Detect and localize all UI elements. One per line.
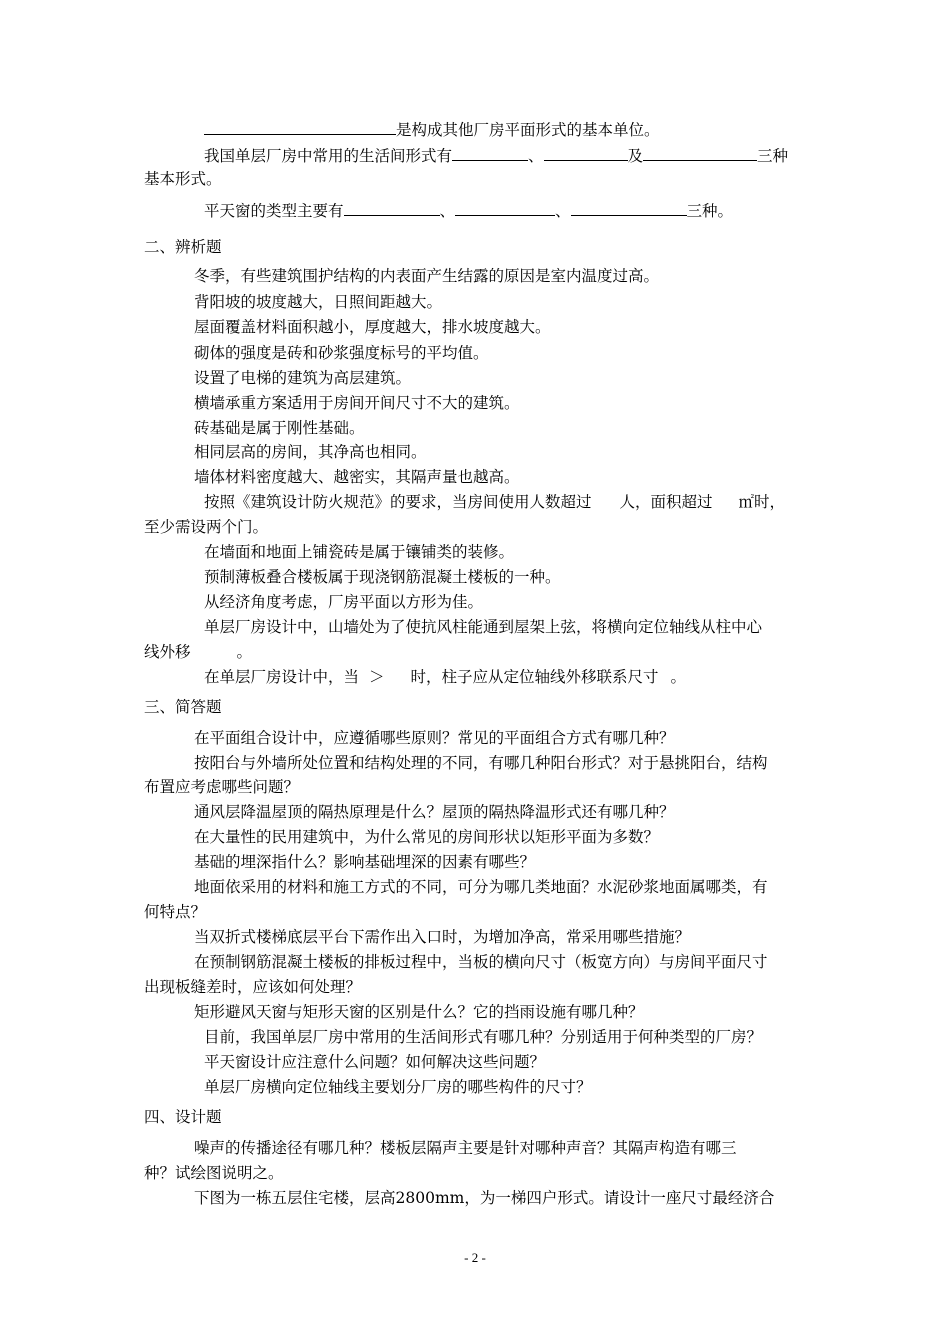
question-item: 砌体的强度是砖和砂浆强度标号的平均值。 [194, 344, 489, 362]
question-item-continued: 种？试绘图说明之。 [144, 1164, 284, 1182]
fill-blank-line [204, 118, 660, 141]
question-item: 按阳台与外墙所处位置和结构处理的不同，有哪几种阳台形式？对于悬挑阳台，结构 [194, 754, 768, 772]
fill-blank-line [204, 144, 788, 167]
page-number: - 2 - [464, 1250, 486, 1265]
question-item: 地面依采用的材料和施工方式的不同，可分为哪几类地面？水泥砂浆地面属哪类，有 [194, 878, 768, 896]
section-heading: 三、简答题 [144, 698, 222, 716]
answer-blank [643, 144, 757, 161]
question-item: 通风层降温屋顶的隔热原理是什么？屋顶的隔热降温形式还有哪几种？ [194, 803, 675, 821]
question-item: 横墙承重方案适用于房间开间尺寸不大的建筑。 [194, 394, 520, 412]
question-item: 屋面覆盖材料面积越小，厚度越大，排水坡度越大。 [194, 318, 551, 336]
line-text: 我国单层厂房中常用的生活间形式有 [204, 147, 453, 165]
line-text: 时，柱子应从定位轴线外移联系尺寸 [410, 668, 659, 686]
line-text: 是构成其他厂房平面形式的基本单位。 [396, 121, 660, 139]
line-text: ＞ [369, 668, 385, 686]
question-item: 下图为一栋五层住宅楼，层高2800mm，为一梯四户形式。请设计一座尺寸最经济合 [194, 1189, 775, 1207]
section-heading: 四、设计题 [144, 1108, 222, 1126]
question-item-continued [144, 641, 252, 663]
section-heading: 二、辨析题 [144, 238, 222, 256]
question-item-continued: 出现板缝差时，应该如何处理？ [144, 978, 362, 996]
question-item: 基础的埋深指什么？影响基础埋深的因素有哪些？ [194, 853, 536, 871]
fill-blank-line [204, 199, 733, 222]
question-item: 当双折式楼梯底层平台下需作出入口时，为增加净高，常采用哪些措施？ [194, 928, 691, 946]
line-text: 、 [439, 202, 456, 220]
line-text: 、 [555, 202, 571, 220]
answer-blank [455, 199, 555, 216]
question-item-continued: 至少需设两个门。 [144, 518, 269, 536]
question-item: 从经济角度考虑，厂房平面以方形为佳。 [204, 593, 484, 611]
line-text: 按照《建筑设计防火规范》的要求，当房间使用人数超过 [204, 493, 592, 511]
question-item: 单层厂房横向定位轴线主要划分厂房的哪些构件的尺寸？ [204, 1078, 592, 1096]
question-item: 在平面组合设计中，应遵循哪些原则？常见的平面组合方式有哪几种？ [194, 729, 675, 747]
answer-blank [204, 118, 396, 135]
question-item: 砖基础是属于刚性基础。 [194, 419, 365, 437]
question-item: 在预制钢筋混凝土楼板的排板过程中，当板的横向尺寸（板宽方向）与房间平面尺寸 [194, 953, 768, 971]
answer-blank [452, 144, 528, 161]
question-item [204, 491, 785, 513]
line-text: 。 [670, 668, 687, 686]
question-item-continued: 布置应考虑哪些问题？ [144, 778, 300, 796]
line-text: 平天窗的类型主要有 [204, 202, 344, 220]
question-item-continued: 何特点？ [144, 903, 207, 921]
line-text: 线外移 [144, 643, 191, 661]
question-item: 目前，我国单层厂房中常用的生活间形式有哪几种？分别适用于何种类型的厂房？ [204, 1028, 763, 1046]
question-item: 冬季，有些建筑围护结构的内表面产生结露的原因是室内温度过高。 [194, 267, 660, 285]
line-text: 在单层厂房设计中，当 [204, 668, 360, 686]
line-text: 基本形式。 [144, 170, 222, 188]
question-item: 噪声的传播途径有哪几种？楼板层隔声主要是针对哪种声音？其隔声构造有哪三 [194, 1139, 737, 1157]
answer-blank [344, 199, 440, 216]
question-item: 相同层高的房间，其净高也相同。 [194, 443, 427, 461]
question-item: 预制薄板叠合楼板属于现浇钢筋混凝土楼板的一种。 [204, 568, 561, 586]
question-item: 墙体材料密度越大、越密实，其隔声量也越高。 [194, 468, 520, 486]
answer-blank [571, 199, 687, 216]
line-text: 及 [627, 147, 644, 165]
question-item [204, 666, 686, 688]
fill-blank-line [144, 168, 222, 190]
answer-blank [544, 144, 628, 161]
question-item: 在墙面和地面上铺瓷砖是属于镶铺类的装修。 [204, 543, 515, 561]
question-item: 在大量性的民用建筑中，为什么常见的房间形状以矩形平面为多数？ [194, 828, 660, 846]
line-text: ㎡时， [738, 493, 786, 511]
line-text: 人，面积超过 [619, 493, 713, 511]
question-item: 设置了电梯的建筑为高层建筑。 [194, 369, 412, 387]
question-item: 平天窗设计应注意什么问题？如何解决这些问题？ [204, 1053, 546, 1071]
line-text: 三种。 [686, 202, 734, 220]
line-text: 、 [528, 147, 544, 165]
line-text: 三种 [757, 147, 789, 165]
line-text: 。 [236, 643, 253, 661]
question-item: 矩形避风天窗与矩形天窗的区别是什么？它的挡雨设施有哪几种？ [194, 1003, 644, 1021]
question-item: 单层厂房设计中，山墙处为了使抗风柱能通到屋架上弦，将横向定位轴线从柱中心 [204, 618, 763, 636]
question-item: 背阳坡的坡度越大，日照间距越大。 [194, 293, 443, 311]
